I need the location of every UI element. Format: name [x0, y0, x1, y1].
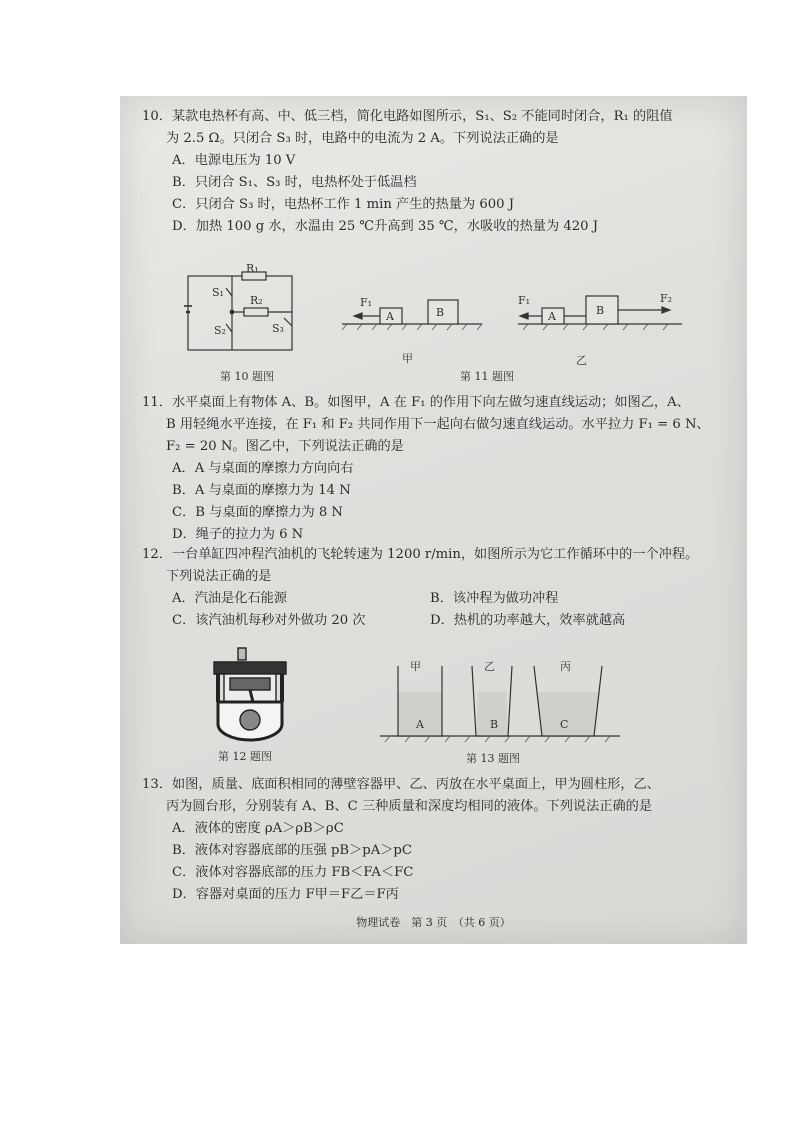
q12-option-b: B．该冲程为做功冲程 [430, 591, 559, 606]
label-yi: 乙 [576, 354, 587, 367]
fig10-circuit-diagram [188, 276, 298, 356]
q13-option-a: A．液体的密度 ρA＞ρB＞ρC [172, 821, 344, 836]
fig13-caption: 第 13 题图 [466, 752, 520, 765]
q11-option-d: D．绳子的拉力为 6 N [172, 527, 304, 542]
q10-stem-line1: 10．某款电热杯有高、中、低三档，简化电路如图所示，S₁、S₂ 不能同时闭合，R₁ 的阻值 [142, 109, 673, 124]
label-s1: S₁ [212, 286, 224, 299]
q13-option-b: B．液体对容器底部的压强 pB＞pA＞pC [172, 843, 412, 858]
switch-s1 [226, 288, 232, 296]
hatch [447, 324, 452, 330]
exam-page-photo [120, 96, 747, 944]
label-block-a-yi: A [548, 310, 556, 323]
fig12-caption: 第 12 题图 [218, 750, 272, 763]
q12-options-row1 [142, 588, 729, 610]
hatch [523, 324, 528, 330]
question-13 [142, 774, 729, 906]
fig10-caption: 第 10 题图 [220, 370, 274, 383]
crankshaft-wheel [240, 710, 260, 730]
label-f1-jia: F₁ [360, 296, 373, 309]
hatch [432, 324, 437, 330]
label-block-a-jia: A [386, 310, 394, 323]
label-block-b-jia: B [436, 306, 445, 319]
hatch [462, 324, 467, 330]
label-r1: R₁ [246, 262, 259, 275]
label-block-b-yi: B [596, 304, 605, 317]
q12-option-d: D．热机的功率越大，效率就越高 [430, 613, 626, 628]
fig11-caption: 第 11 题图 [460, 370, 514, 383]
switch-s2 [226, 324, 232, 332]
circuit-outer-wire [188, 276, 292, 350]
q10-option-c: C．只闭合 S₃ 时，电热杯工作 1 min 产生的热量为 600 J [172, 197, 515, 212]
q11-stem-line3: F₂ = 20 N。图乙中，下列说法正确的是 [166, 439, 404, 454]
q10-option-d: D．加热 100 g 水，水温由 25 ℃升高到 35 ℃，水吸收的热量为 420 J [172, 219, 598, 234]
label-liquid-c: C [560, 718, 569, 731]
q13-stem-line2: 丙为圆台形，分别装有 A、B、C 三种质量和深度均相同的液体。下列说法正确的是 [166, 799, 653, 814]
q10-stem-line2: 为 2.5 Ω。只闭合 S₃ 时，电路中的电流为 2 A。下列说法正确的是 [166, 131, 559, 146]
hatch [543, 324, 548, 330]
label-container-yi: 乙 [484, 660, 495, 673]
q13-option-d: D．容器对桌面的压力 F甲＝F乙＝F丙 [172, 887, 399, 902]
hatch [402, 324, 407, 330]
hatch [342, 324, 347, 330]
label-f1-yi: F₁ [518, 294, 531, 307]
resistor-r2 [244, 308, 268, 316]
q13-stem-line1: 13．如图，质量、底面积相同的薄壁容器甲、乙、丙放在水平桌面上，甲为圆柱形，乙、 [142, 777, 660, 792]
q12-option-a: A．汽油是化石能源 [172, 591, 288, 606]
hatch [583, 324, 588, 330]
label-container-jia: 甲 [410, 660, 421, 673]
question-10 [142, 106, 729, 238]
page-footer: 物理试卷 第 3 页 （共 6 页） [356, 916, 511, 929]
q12-options-row2 [142, 610, 729, 632]
hatch [603, 324, 608, 330]
hatch [643, 324, 648, 330]
q11-stem-line1: 11．水平桌面上有物体 A、B。如图甲，A 在 F₁ 的作用下向左做匀速直线运动；如图乙，A、 [142, 395, 690, 410]
fig12-engine-diagram [210, 648, 290, 740]
arrow-f2-yi [662, 307, 670, 313]
hatch [357, 324, 362, 330]
label-f2-yi: F₂ [660, 292, 673, 305]
question-11 [142, 392, 729, 546]
cylinder-head [214, 662, 286, 674]
q10-option-b: B．只闭合 S₁、S₃ 时，电热杯处于低温档 [172, 175, 417, 190]
q10-option-a: A．电源电压为 10 V [172, 153, 296, 168]
hatch [417, 324, 422, 330]
q12-option-c: C．该汽油机每秒对外做功 20 次 [172, 613, 366, 628]
hatch [563, 324, 568, 330]
label-r2: R₂ [250, 294, 263, 307]
piston [230, 678, 270, 690]
label-liquid-b: B [490, 718, 499, 731]
q13-option-c: C．液体对容器底部的压力 FB＜FA＜FC [172, 865, 414, 880]
junction-node [230, 310, 234, 314]
question-12 [142, 544, 729, 632]
label-s2: S₂ [214, 324, 226, 337]
q11-option-c: C．B 与桌面的摩擦力为 8 N [172, 505, 343, 520]
label-liquid-a: A [416, 718, 424, 731]
hatch [623, 324, 628, 330]
hatch [663, 324, 668, 330]
q11-option-b: B．A 与桌面的摩擦力为 14 N [172, 483, 351, 498]
hatch [477, 324, 482, 330]
q11-option-a: A．A 与桌面的摩擦力方向向右 [172, 461, 354, 476]
switch-s3 [284, 318, 292, 326]
hatch [387, 324, 392, 330]
fig13-containers-diagram [380, 662, 620, 744]
q12-stem-line1: 12．一台单缸四冲程汽油机的飞轮转速为 1200 r/min，如图所示为它工作循环中的一个冲程。 [142, 547, 699, 562]
label-s3: S₃ [272, 322, 284, 335]
label-jia: 甲 [402, 352, 413, 365]
arrow-f1-jia [354, 313, 362, 319]
label-container-bing: 丙 [560, 660, 571, 673]
arrow-f1-yi [520, 313, 528, 319]
q12-stem-line2: 下列说法正确的是 [166, 569, 272, 584]
spark-plug [238, 648, 246, 660]
hatch [372, 324, 377, 330]
q11-stem-line2: B 用轻绳水平连接，在 F₁ 和 F₂ 共同作用下一起向右做匀速直线运动。水平拉力 F₁ = 6 N、 [166, 417, 710, 432]
